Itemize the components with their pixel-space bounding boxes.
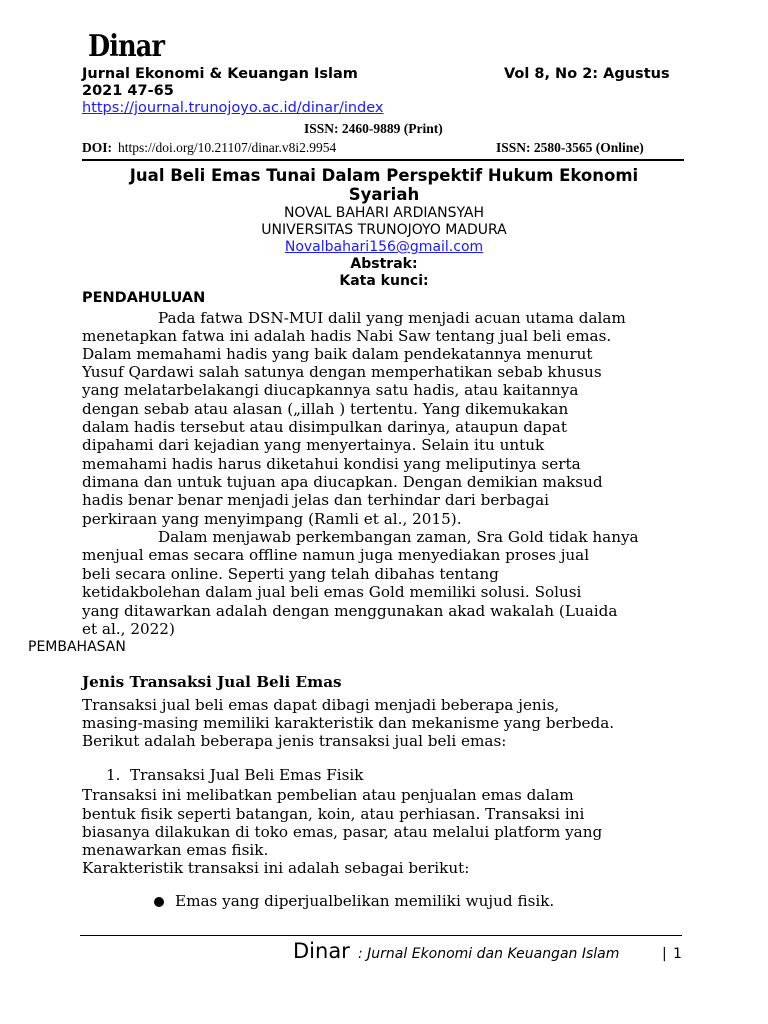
paragraph-line: yang melatarbelakangi diucapkannya satu hadis, atau kaitannya — [82, 381, 579, 399]
paragraph-line: Pada fatwa DSN-MUI dalil yang menjadi acuan utama dalam — [158, 309, 626, 327]
paragraph-line: biasanya dilakukan di toko emas, pasar, atau melalui platform yang — [82, 823, 603, 841]
paragraph-line: Karakteristik transaksi ini adalah sebagai berikut: — [82, 859, 470, 877]
doi-link[interactable]: https://doi.org/10.21107/dinar.v8i2.9954 — [118, 140, 337, 155]
paragraph-line: perkiraan yang menyimpang (Ramli et al., 2015). — [82, 510, 462, 528]
paragraph-line: dimana dan untuk tujuan apa diucapkan. Dengan demikian maksud — [82, 473, 603, 491]
issn-online: ISSN: 2580-3565 (Online) — [496, 140, 644, 155]
footer-journal: : Jurnal Ekonomi dan Keuangan Islam — [358, 946, 620, 962]
footer-page-separator: | — [662, 946, 667, 962]
bullet-item-text: Emas yang diperjualbelikan memiliki wujud fisik. — [175, 892, 555, 910]
issn-print: ISSN: 2460-9889 (Print) — [304, 121, 443, 136]
paragraph-line: bentuk fisik seperti batangan, koin, atau perhiasan. Transaksi ini — [82, 805, 585, 823]
author-affiliation: UNIVERSITAS TRUNOJOYO MADURA — [261, 222, 507, 238]
paragraph-line: Berikut adalah beberapa jenis transaksi jual beli emas: — [82, 732, 507, 750]
paragraph-line: yang ditawarkan adalah dengan menggunakan akad wakalah (Luaida — [82, 602, 618, 620]
paragraph-line: Transaksi jual beli emas dapat dibagi menjadi beberapa jenis, — [82, 696, 560, 714]
paragraph-line: et al., 2022) — [82, 620, 175, 638]
bullet-icon — [154, 897, 164, 907]
paragraph-line: menjual emas secara offline namun juga menyediakan proses jual — [82, 546, 590, 564]
header-divider — [82, 159, 684, 161]
doi-label: DOI: — [82, 140, 112, 155]
section-heading-pendahuluan: PENDAHULUAN — [82, 290, 206, 306]
article-title-line2: Syariah — [348, 185, 420, 204]
paragraph-line: Dalam menjawab perkembangan zaman, Sra Gold tidak hanya — [158, 528, 639, 546]
paragraph-line: ketidakbolehan dalam jual beli emas Gold memiliki solusi. Solusi — [82, 583, 582, 601]
journal-logo: Dinar — [88, 29, 165, 64]
keywords-label: Kata kunci: — [339, 273, 429, 289]
abstract-label: Abstrak: — [350, 256, 418, 272]
paragraph-line: dipahami dari kejadian yang menyertainya. Selain itu untuk — [82, 436, 545, 454]
subheading-jenis-transaksi: Jenis Transaksi Jual Beli Emas — [82, 673, 342, 691]
section-heading-pembahasan: PEMBAHASAN — [28, 639, 126, 655]
journal-volume: Vol 8, No 2: Agustus — [504, 66, 670, 82]
footer-page-number: 1 — [673, 946, 682, 962]
paragraph-line: Yusuf Qardawi salah satunya dengan memperhatikan sebab khusus — [82, 363, 602, 381]
list-item-text: Transaksi Jual Beli Emas Fisik — [130, 766, 364, 784]
paragraph-line: dalam hadis tersebut atau disimpulkan darinya, ataupun dapat — [82, 418, 567, 436]
journal-url-link[interactable]: https://journal.trunojoyo.ac.id/dinar/index — [82, 100, 384, 116]
paragraph-line: memahami hadis harus diketahui kondisi yang meliputinya serta — [82, 455, 581, 473]
author-email-link[interactable] — [0, 239, 768, 256]
journal-year-pages: 2021 47-65 — [82, 83, 174, 99]
author-name: NOVAL BAHARI ARDIANSYAH — [283, 205, 485, 221]
footer-brand: Dinar — [293, 939, 350, 963]
footer-divider — [80, 935, 682, 936]
author-email[interactable]: Novalbahari156@gmail.com — [284, 239, 484, 255]
paragraph-line: dengan sebab atau alasan („illah ) tertentu. Yang dikemukakan — [82, 400, 569, 418]
paragraph-line: Dalam memahami hadis yang baik dalam pendekatannya menurut — [82, 345, 593, 363]
paragraph-line: hadis benar benar menjadi jelas dan terhindar dari berbagai — [82, 491, 550, 509]
paragraph-line: Transaksi ini melibatkan pembelian atau penjualan emas dalam — [82, 786, 574, 804]
list-item-number: 1. — [106, 766, 121, 784]
journal-name: Jurnal Ekonomi & Keuangan Islam — [82, 66, 358, 82]
paragraph-line: menawarkan emas fisik. — [82, 841, 269, 859]
paragraph-line: menetapkan fatwa ini adalah hadis Nabi Saw tentang jual beli emas. — [82, 327, 612, 345]
article-title-line1: Jual Beli Emas Tunai Dalam Perspektif Hukum Ekonomi — [129, 166, 639, 185]
paragraph-line: beli secara online. Seperti yang telah dibahas tentang — [82, 565, 499, 583]
paragraph-line: masing-masing memiliki karakteristik dan mekanisme yang berbeda. — [82, 714, 615, 732]
